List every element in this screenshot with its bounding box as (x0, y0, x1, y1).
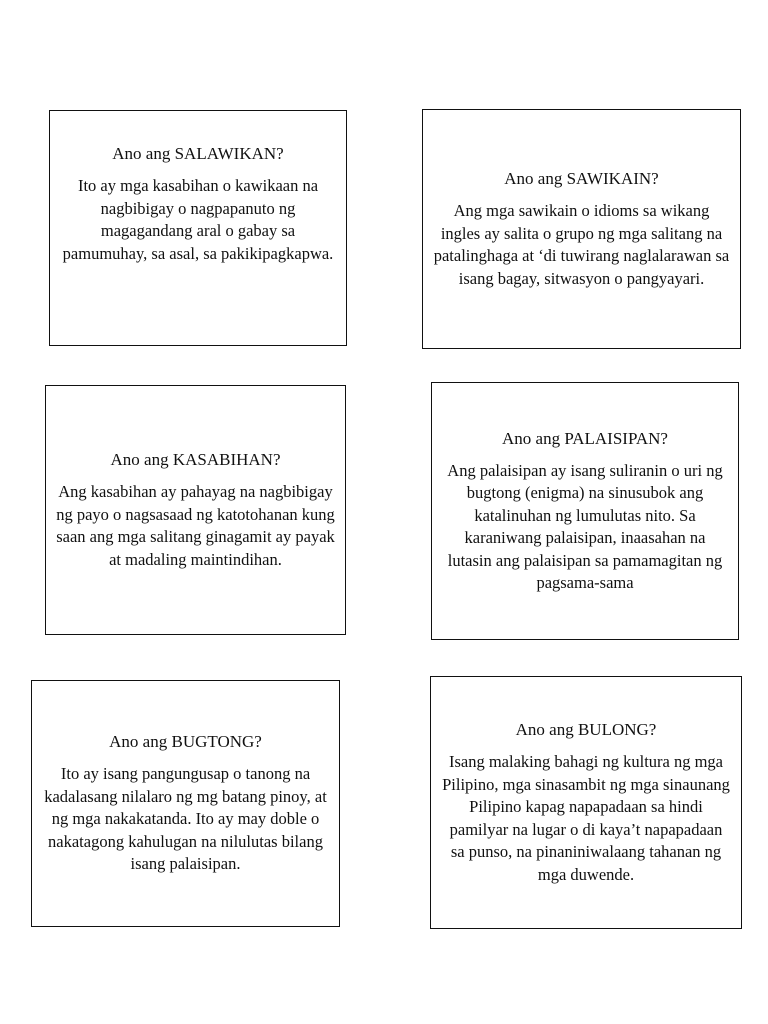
card-answer: Ang mga sawikain o idioms sa wikang ingles ay salita o grupo ng mga salitang na patalinghaga at ‘di tuwirang naglalarawan sa isang bagay, sitwasyon o pangyayari. (433, 201, 730, 288)
card-sawikain (422, 109, 741, 349)
card-question: Ano ang BULONG? (515, 720, 657, 739)
card-bugtong (31, 680, 340, 927)
card-question: Ano ang PALAISIPAN? (502, 428, 668, 448)
card-answer: Ito ay isang pangungusap o tanong na kadalasang nilalaro ng mg batang pinoy, at ng mga nakakatanda. Ito ay may doble o nakatagong kahulugan na nilulutas bilang isang palaisipan. (44, 764, 327, 874)
card-kasabihan (45, 385, 346, 635)
card-question: Ano ang KASABIHAN? (110, 450, 281, 469)
card-answer: Isang malaking bahagi ng kultura ng mga Pilipino, mga sinasambit ng mga sinaunang Pilipino kapag napapadaan sa hindi pamilyar na lugar o di kaya’t napapadaan sa punso, na pinaniniwalaang tahanan ng mga duwende. (442, 752, 730, 884)
card-question: Ano ang SALAWIKAN? (112, 144, 284, 163)
card-salawikan (49, 110, 347, 346)
card-answer: Ang palaisipan ay isang suliranin o uri ng bugtong (enigma) na sinusubok ang katalinuhan ng lumulutas nito. Sa karaniwang palaisipan, inaasahan na lutasin ang palaisipan sa pamamagitan ng pagsama-sama (447, 460, 723, 592)
card-question: Ano ang SAWIKAIN? (504, 169, 659, 188)
card-answer: Ito ay mga kasabihan o kawikaan na nagbibigay o nagpapanuto ng magagandang aral o gabay sa pamumuhay, sa asal, sa pakikipagkapwa. (62, 176, 334, 263)
card-question: Ano ang BUGTONG? (109, 732, 262, 752)
card-bulong (430, 676, 742, 929)
card-palaisipan (431, 382, 739, 640)
card-answer: Ang kasabihan ay pahayag na nagbibigay ng payo o nagsasaad ng katotohanan kung saan ang mga salitang ginagamit ay payak at madaling maintindihan. (56, 482, 335, 569)
